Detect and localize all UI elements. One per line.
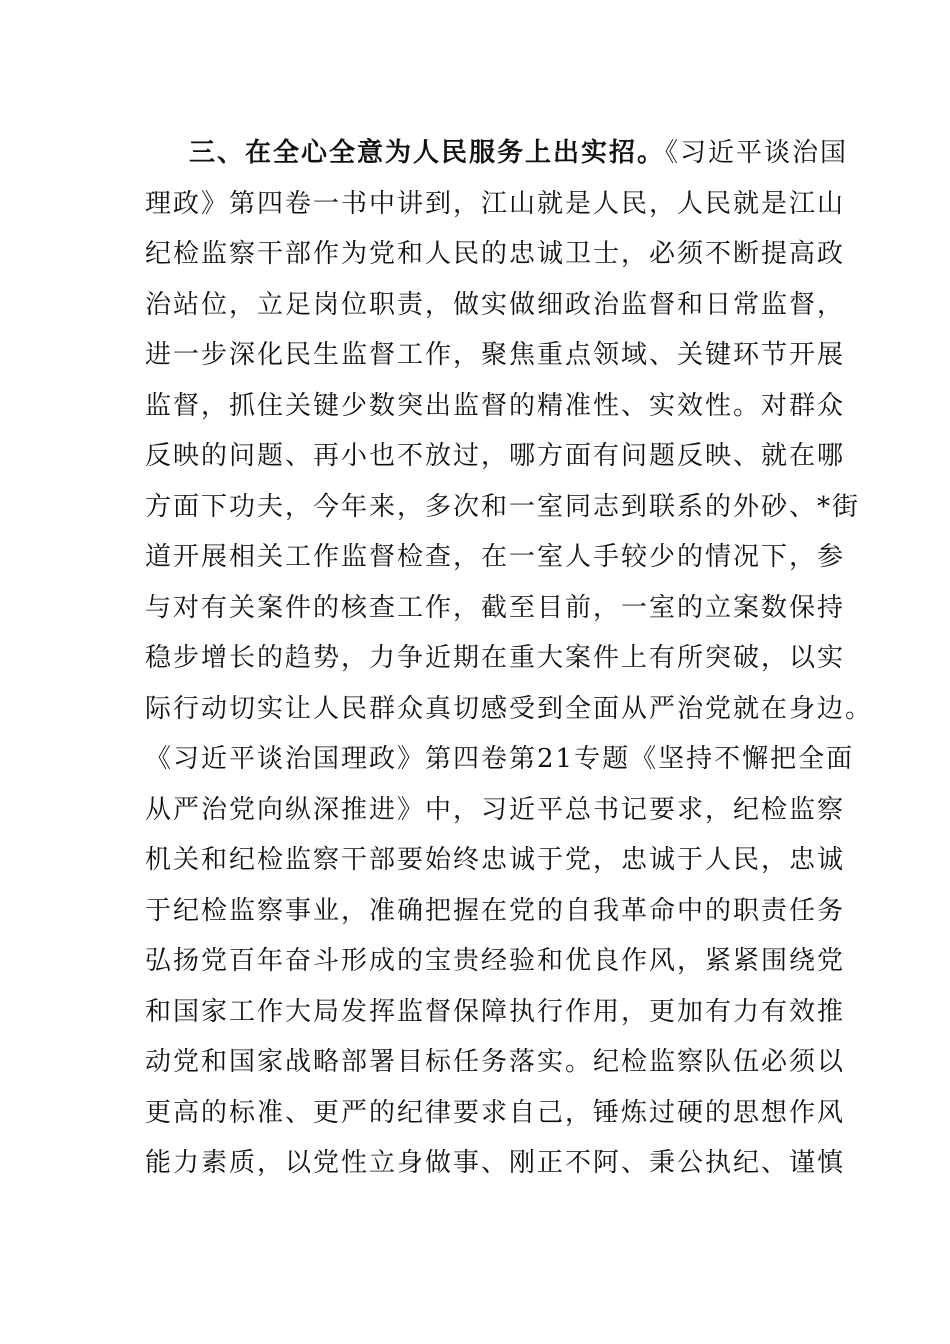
paragraph-2-line: 从严治党向纵深推进》中，习近平总书记要求，纪检监察 bbox=[145, 794, 846, 825]
paragraph-1-line: 道开展相关工作监督检查，在一室人手较少的情况下，参 bbox=[145, 542, 846, 572]
paragraph-2-line: 于纪检监察事业，准确把握在党的自我革命中的职责任务 bbox=[145, 895, 846, 926]
paragraph-1-line: 理政》第四卷一书中讲到，江山就是人民，人民就是江山 bbox=[145, 188, 846, 219]
paragraph-1-line-1-rest: 《习近平谈治国 bbox=[665, 138, 849, 168]
paragraph-1-line: 与对有关案件的核查工作，截至目前，一室的立案数保持 bbox=[145, 592, 846, 623]
paragraph-2 bbox=[145, 734, 855, 1189]
paragraph-2-line: 弘扬党百年奋斗形成的宝贵经验和优良作风，紧紧围绕党 bbox=[145, 946, 846, 976]
paragraph-1-line: 纪检监察干部作为党和人民的忠诚卫士，必须不断提高政 bbox=[145, 239, 846, 269]
section-heading: 三、在全心全意为人民服务上出实招。 bbox=[189, 138, 666, 168]
paragraph-1-line: 反映的问题、再小也不放过，哪方面有问题反映、就在哪 bbox=[145, 441, 846, 471]
paragraph-1-line-1 bbox=[145, 128, 849, 179]
paragraph-2-line: 《习近平谈治国理政》第四卷第21专题《坚持不懈把全面 bbox=[145, 744, 855, 774]
paragraph-2-line: 和国家工作大局发挥监督保障执行作用，更加有力有效推 bbox=[145, 996, 846, 1027]
paragraph-1-line: 方面下功夫，今年来，多次和一室同志到联系的外砂、*街 bbox=[145, 491, 861, 522]
paragraph-2-line: 更高的标准、更严的纪律要求自己，锤炼过硬的思想作风 bbox=[145, 1097, 846, 1128]
paragraph-2-line: 机关和纪检监察干部要始终忠诚于党，忠诚于人民，忠诚 bbox=[145, 845, 846, 875]
paragraph-1-line: 稳步增长的趋势，力争近期在重大案件上有所突破，以实 bbox=[145, 643, 846, 673]
paragraph-1-line: 监督，抓住关键少数突出监督的精准性、实效性。对群众 bbox=[145, 390, 846, 421]
paragraph-2-line: 动党和国家战略部署目标任务落实。纪检监察队伍必须以 bbox=[145, 1047, 846, 1077]
paragraph-1-line: 进一步深化民生监督工作，聚焦重点领域、关键环节开展 bbox=[145, 340, 846, 370]
paragraph-1-line: 治站位，立足岗位职责，做实做细政治监督和日常监督， bbox=[145, 289, 846, 320]
paragraph-2-line: 能力素质，以党性立身做事、刚正不阿、秉公执纪、谨慎 bbox=[145, 1148, 846, 1178]
paragraph-1 bbox=[145, 128, 874, 734]
paragraph-1-line: 际行动切实让人民群众真切感受到全面从严治党就在身边。 bbox=[145, 693, 874, 724]
